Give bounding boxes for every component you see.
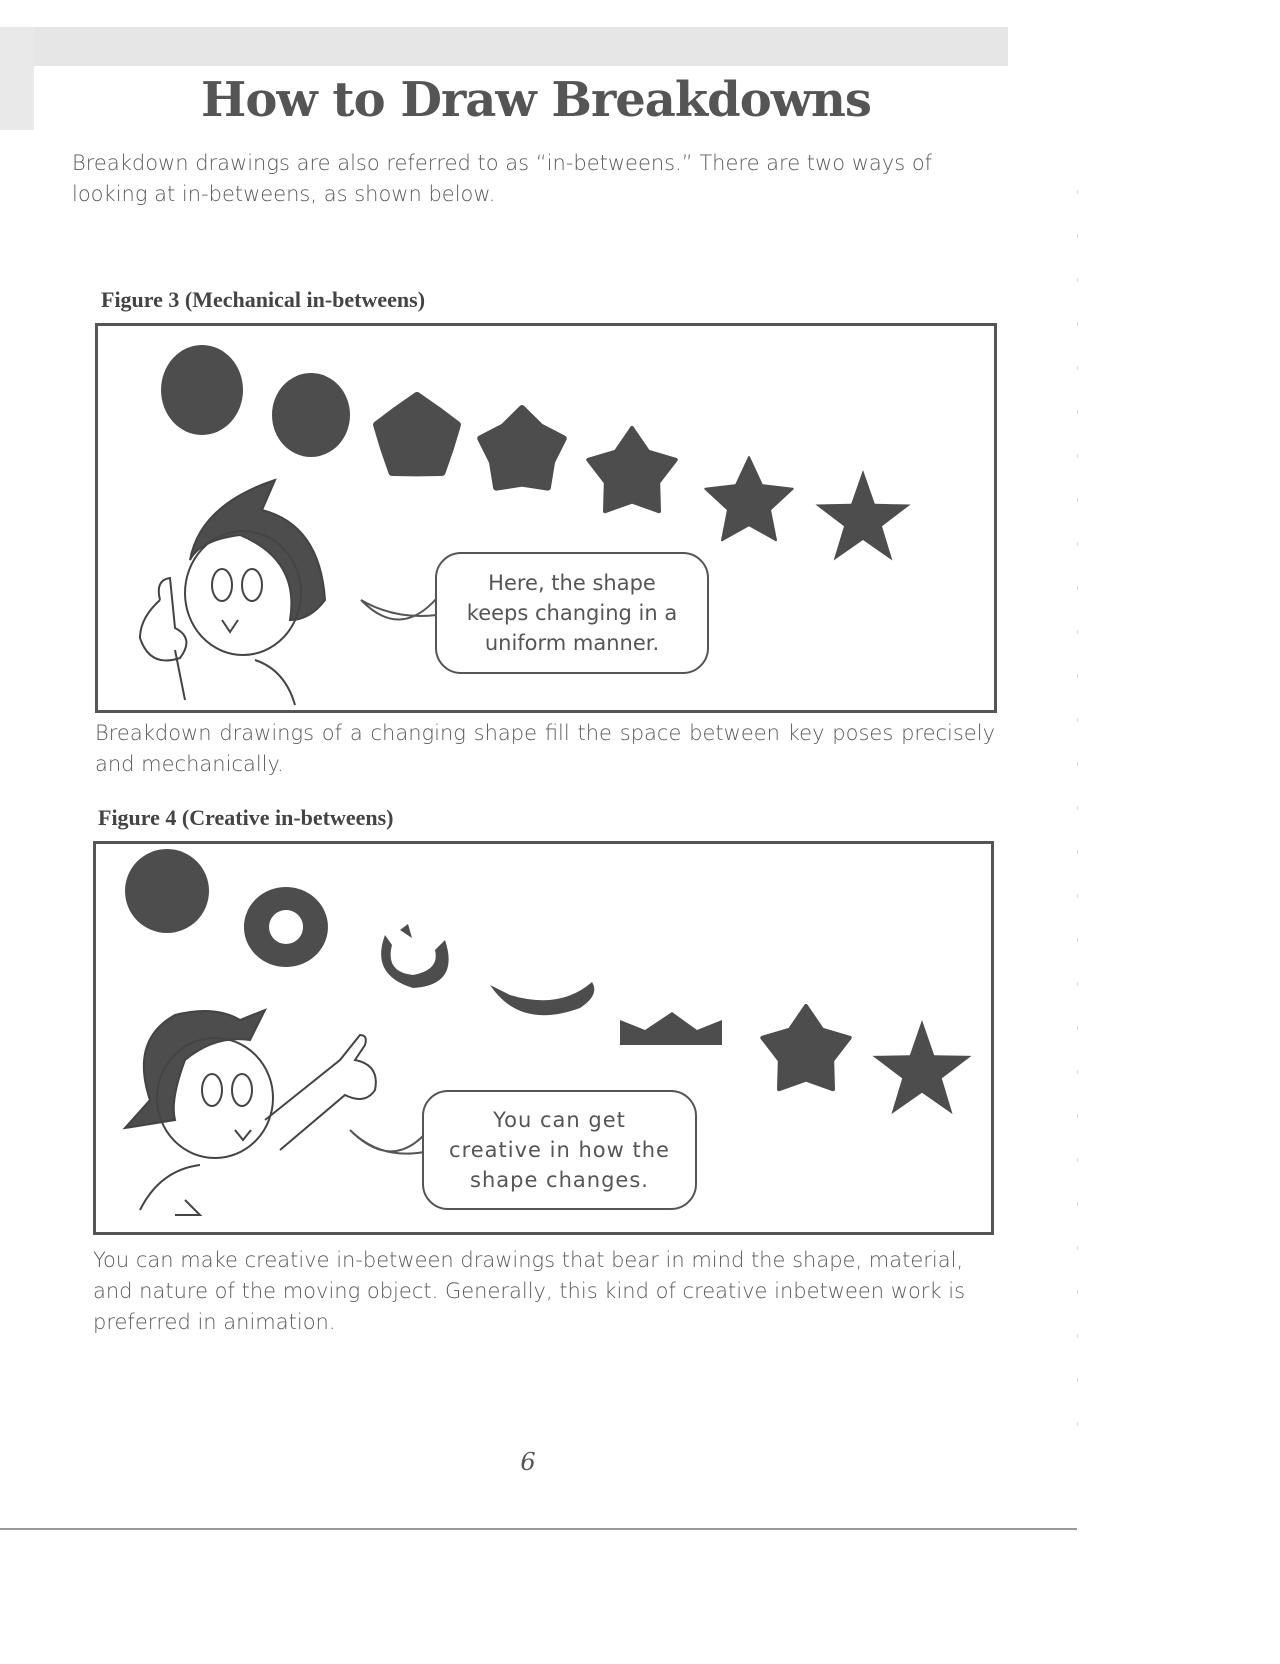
speech-bubble-figure-3 — [435, 552, 709, 674]
star-shape — [815, 470, 910, 561]
open-ring-shape — [381, 924, 449, 988]
ring-shape — [244, 887, 328, 967]
speech-bubble-figure-4 — [422, 1090, 697, 1210]
bubble-line: uniform manner. — [484, 631, 660, 655]
figure-4-caption: You can make creative in-between drawings that bear in mind the shape, material, and nature of the moving object. Generally, this kind of creative inbetween work is preferred in animation. — [93, 1248, 966, 1334]
bubble-line: keeps changing in a — [466, 601, 678, 625]
star-shape — [873, 1020, 972, 1114]
crescent-shape — [490, 982, 594, 1015]
figure-3-label: Figure 3 (Mechanical in-betweens) — [101, 287, 426, 312]
circle-shape — [272, 373, 350, 457]
character-illustration — [125, 1010, 376, 1215]
figure-4-label: Figure 4 (Creative in-betweens) — [98, 805, 394, 830]
bubble-line: You can get — [493, 1108, 626, 1132]
figure-3-caption: Breakdown drawings of a changing shape fill the space between key poses precisely and mechanically. — [95, 721, 995, 776]
page-number: 6 — [520, 1448, 536, 1476]
bubble-line: shape changes. — [470, 1168, 649, 1192]
crown-shape — [620, 1012, 722, 1045]
bubble-line: creative in how the — [449, 1138, 670, 1162]
intro-paragraph: Breakdown drawings are also referred to as “in-betweens.” There are two ways of looking at in-betweens, as shown below. — [72, 151, 933, 206]
character-illustration — [140, 480, 325, 705]
page-title: How to Draw Breakdowns — [201, 72, 871, 128]
star-shape — [762, 1006, 849, 1089]
speech-tail — [361, 598, 437, 620]
star-shape — [377, 396, 457, 472]
circle-shape — [125, 849, 209, 933]
star-shape — [705, 457, 792, 540]
speech-tail — [350, 1130, 424, 1154]
star-shape — [480, 408, 564, 488]
circle-shape — [161, 345, 243, 435]
page-bottom-rule — [0, 1528, 1077, 1530]
bubble-line: Here, the shape — [488, 571, 656, 595]
star-shape — [588, 428, 675, 511]
